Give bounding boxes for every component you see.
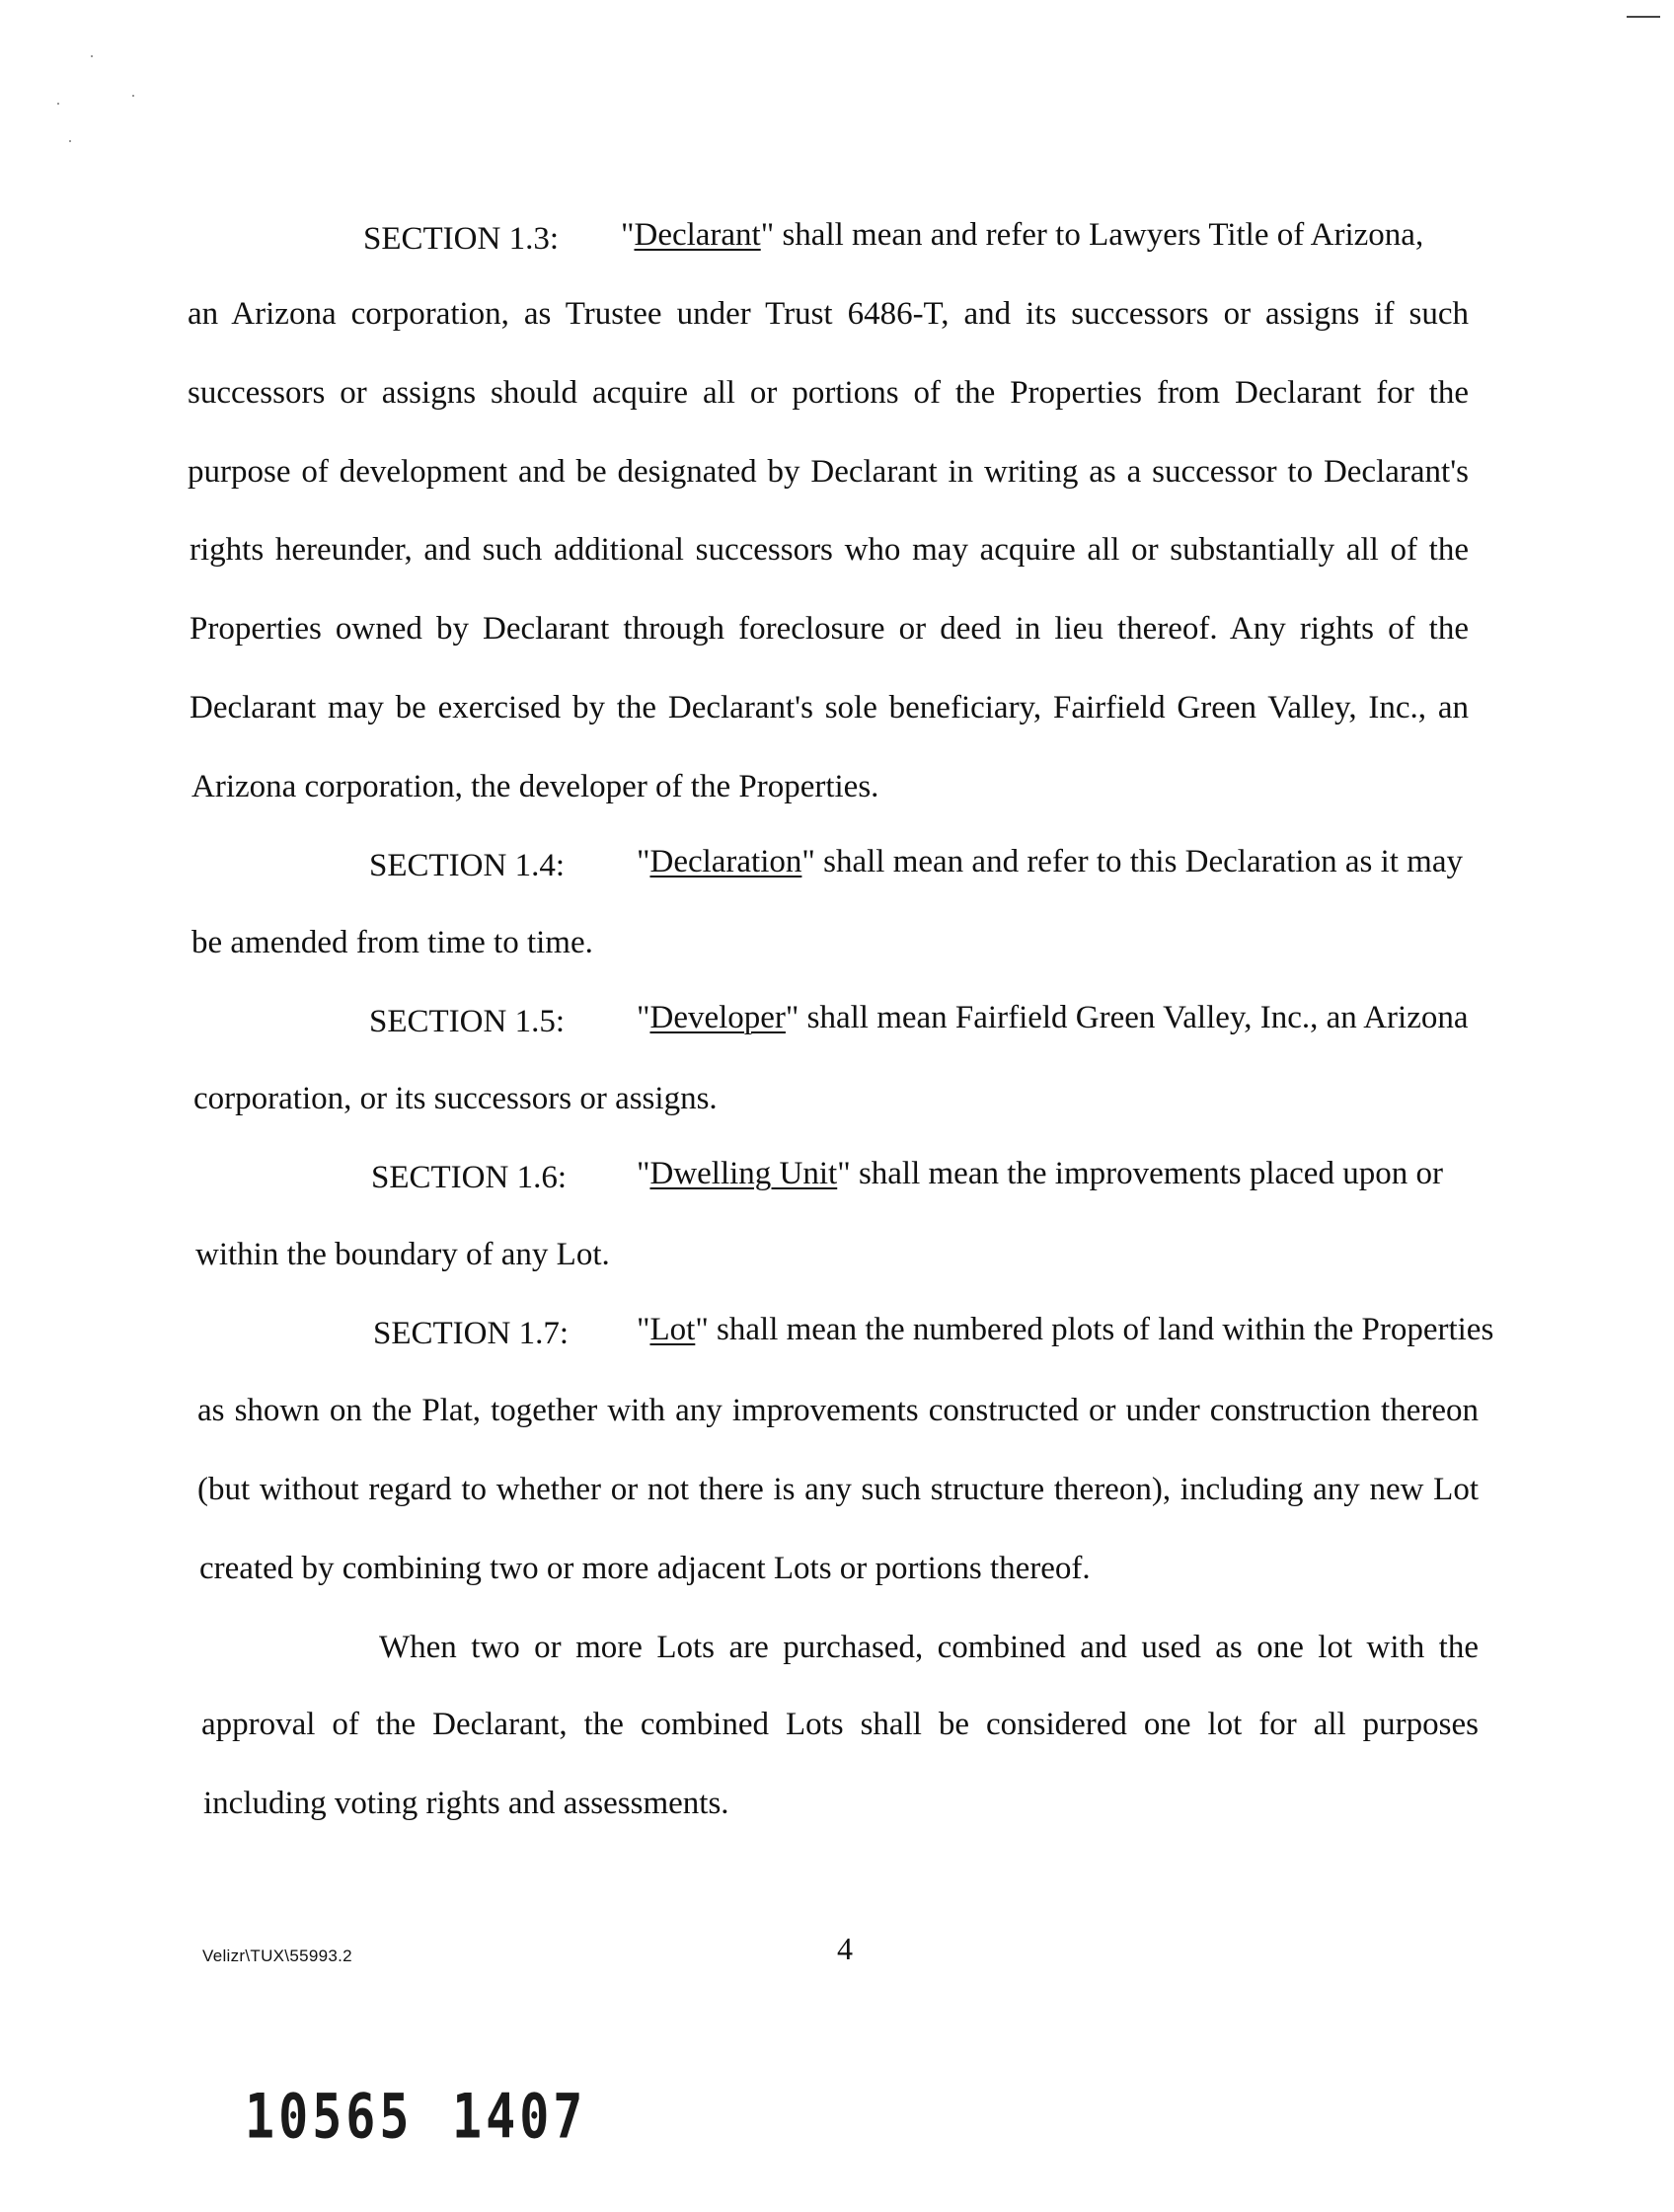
section-first-line: "Declarant" shall mean and refer to Lawyers Title of Arizona,: [621, 217, 1424, 253]
docket-number-stamp: 10565: [245, 2081, 414, 2153]
section-line: as shown on the Plat, together with any improvements constructed or under construction thereon: [197, 1393, 1479, 1428]
section-first-line-rest: " shall mean and refer to Lawyers Title of Arizona,: [760, 217, 1424, 253]
defined-term: Lot: [649, 1312, 696, 1347]
section-line: purpose of development and be designated by Declarant in writing as a successor to Declarant's: [188, 454, 1469, 490]
scan-speck: [69, 140, 71, 142]
section-line: successors or assigns should acquire all or portions of the Properties from Declarant for the: [188, 375, 1469, 411]
scan-speck: [132, 95, 134, 97]
section-line: Arizona corporation, the developer of the Properties.: [191, 769, 879, 804]
section-label: SECTION 1.3:: [363, 221, 559, 257]
section-line: be amended from time to time.: [191, 925, 593, 960]
section-label: SECTION 1.5:: [369, 1004, 565, 1039]
section-line: Properties owned by Declarant through foreclosure or deed in lieu thereof. Any rights of the: [190, 611, 1469, 647]
corner-scan-mark: [1627, 16, 1660, 18]
scan-speck: [57, 103, 59, 105]
page-number: 4: [837, 1931, 853, 1966]
section-line: corporation, or its successors or assigns.: [193, 1081, 718, 1116]
section-label: SECTION 1.6:: [371, 1160, 567, 1195]
section-first-line: "Dwelling Unit" shall mean the improvements placed upon or: [637, 1156, 1443, 1191]
section-first-line: "Lot" shall mean the numbered plots of land within the Properties: [637, 1312, 1494, 1347]
section-line: rights hereunder, and such additional successors who may acquire all or substantially all of the: [190, 532, 1469, 568]
paragraph-line: When two or more Lots are purchased, combined and used as one lot with the: [379, 1630, 1479, 1665]
paragraph-line: including voting rights and assessments.: [203, 1786, 729, 1821]
defined-term: Developer: [649, 1000, 786, 1035]
section-line: an Arizona corporation, as Trustee under Trust 6486-T, and its successors or assigns if such: [188, 296, 1469, 332]
section-line: created by combining two or more adjacent Lots or portions thereof.: [199, 1551, 1091, 1586]
scan-speck: [91, 55, 93, 57]
section-label: SECTION 1.7:: [373, 1316, 569, 1351]
defined-term: Declarant: [634, 217, 761, 253]
section-first-line: "Developer" shall mean Fairfield Green Valley, Inc., an Arizona: [637, 1000, 1469, 1035]
section-first-line-rest: " shall mean the numbered plots of land within the Properties: [695, 1312, 1494, 1347]
paragraph-line: approval of the Declarant, the combined Lots shall be considered one lot for all purposes: [201, 1707, 1479, 1742]
section-first-line-rest: " shall mean Fairfield Green Valley, Inc., an Arizona: [785, 1000, 1469, 1035]
section-line: Declarant may be exercised by the Declarant's sole beneficiary, Fairfield Green Valley, Inc., an: [190, 690, 1469, 725]
file-reference: Velizr\TUX\55993.2: [202, 1946, 352, 1965]
section-label: SECTION 1.4:: [369, 848, 565, 883]
section-first-line-rest: " shall mean and refer to this Declaration as it may: [801, 844, 1463, 879]
section-first-line: "Declaration" shall mean and refer to this Declaration as it may: [637, 844, 1463, 879]
section-line: (but without regard to whether or not there is any such structure thereon), including any new Lot: [197, 1472, 1479, 1507]
section-first-line-rest: " shall mean the improvements placed upon or: [837, 1156, 1443, 1191]
page-number-stamp: 1407: [452, 2081, 587, 2153]
section-line: within the boundary of any Lot.: [195, 1237, 610, 1272]
defined-term: Dwelling Unit: [649, 1156, 838, 1191]
defined-term: Declaration: [649, 844, 802, 879]
